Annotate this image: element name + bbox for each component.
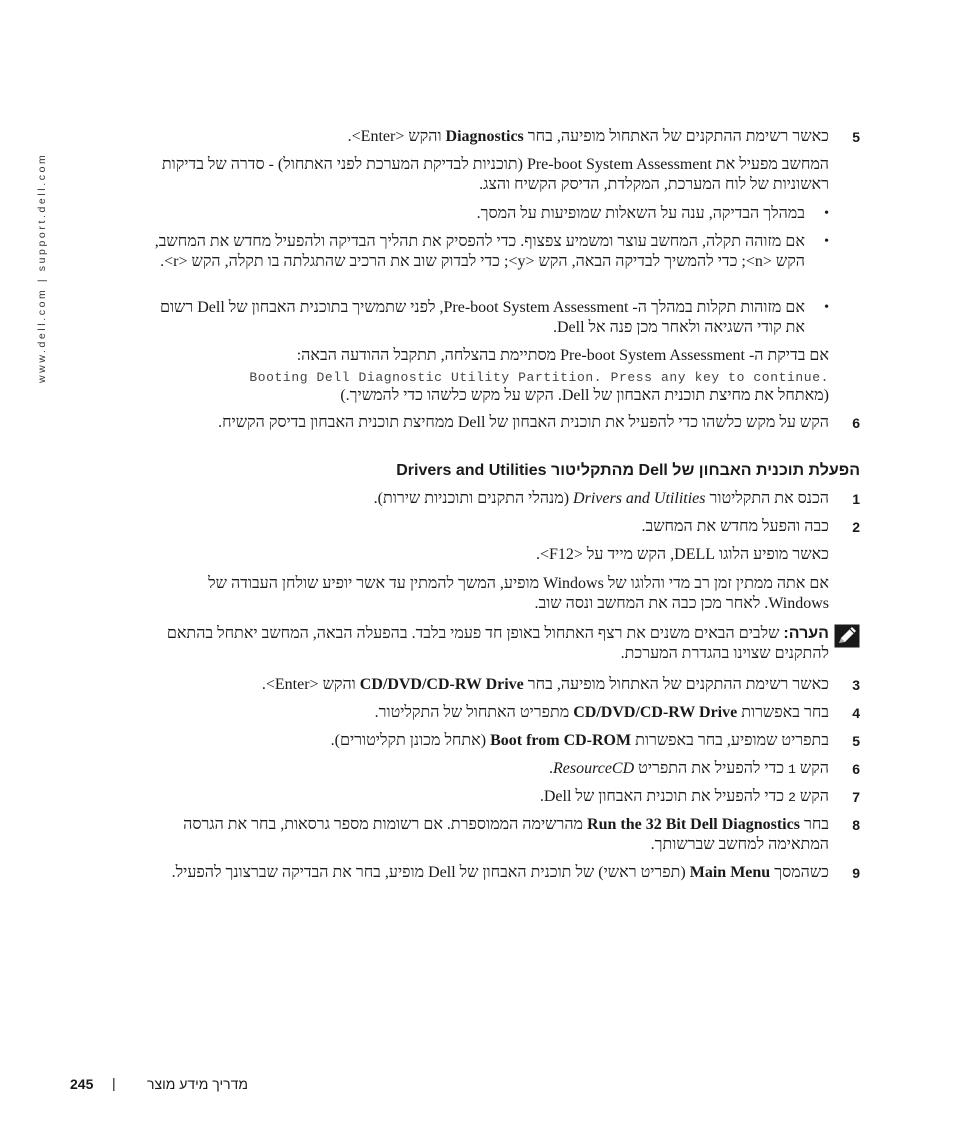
cd-step-6 (150, 759, 860, 780)
step-text: בחר (799, 816, 829, 833)
page-footer (70, 1076, 250, 1098)
step-number: 7 (852, 789, 860, 805)
step-number: 6 (852, 415, 860, 431)
step-number: 8 (852, 817, 860, 833)
bullet-text: אם מזוהות תקלות במהלך ה- Pre-boot System Assessment, לפני שתמשיך בתוכנית האבחון של Dell רשום את קודי השגיאה ולאחר מכן פנה אל Dell. (159, 299, 805, 336)
key-label: 2 (788, 790, 796, 805)
translation-paragraph (150, 386, 860, 406)
step-text: הקש על מקש כלשהו כדי להפעיל את תוכנית האבחון של Dell ממחיצת תוכנית האבחון בדיסק הקשיח. (218, 414, 829, 431)
step-text: בתפריט שמופיע, בחר באפשרות (631, 732, 829, 749)
step-text: הכנס את התקליטור (705, 490, 829, 507)
step-text: . (548, 760, 553, 777)
paragraph-text: אם אתה ממתין זמן רב מדי והלוגו של Windows מופיע, המשך להמתין עד אשר יופיע שולחן העבודה של Windows. לאחר מכן כבה את המחשב ונסה שוב. (208, 575, 829, 612)
step-text: מתפריט האתחול של התקליטור. (374, 704, 574, 721)
note-text: שלבים הבאים משנים את רצף האתחול באופן חד פעמי בלבד. בהפעלה הבאה, המחשב יאתחל בהתאם להתקנים שצוינו בהגדרת המערכת. (166, 625, 829, 662)
step-bold: Run the 32 Bit Dell Diagnostics (587, 816, 800, 833)
monospace-message: Booting Dell Diagnostic Utility Partition. Press any key to continue. (249, 370, 829, 385)
step-number: 2 (852, 519, 860, 535)
bullet-item (150, 232, 860, 272)
step-italic: Drivers and Utilities (573, 490, 706, 507)
step-bold: CD/DVD/CD-RW Drive (573, 704, 738, 721)
section-heading (150, 461, 860, 481)
pencil-note-icon (834, 624, 860, 648)
cd-step-9 (150, 863, 860, 883)
step-number: 3 (852, 677, 860, 693)
step-text: בחר באפשרות (737, 704, 829, 721)
cd-step-8 (150, 815, 860, 855)
step-text: (אתחל מכונן תקליטורים). (330, 732, 491, 749)
note-block (150, 624, 860, 664)
step-italic: ResourceCD (552, 760, 635, 777)
step-text: כבה והפעל מחדש את המחשב. (641, 518, 829, 535)
cd-step-3 (150, 675, 860, 695)
paragraph-text: כאשר מופיע הלוגו DELL, הקש מייד על <F12>. (535, 546, 829, 563)
bullet: • (824, 300, 829, 315)
page-number: 245 (70, 1076, 94, 1092)
step-text: כשהמסך (770, 864, 829, 881)
bullet: • (824, 206, 829, 221)
cd-step-1 (150, 489, 860, 509)
step-text: (תפריט ראשי) של תוכנית האבחון של Dell מופיע, בחר את הבדיקה שברצונך להפעיל. (171, 864, 690, 881)
footer-doc-title: מדריך מידע מוצר (147, 1076, 248, 1092)
success-paragraph (150, 346, 860, 366)
step-number: 5 (852, 129, 860, 145)
cd-step-4 (150, 703, 860, 723)
bullet-item (150, 204, 860, 224)
bullet-text: במהלך הבדיקה, ענה על השאלות שמופיעות על המסך. (476, 205, 805, 222)
cd-step-7 (150, 787, 860, 808)
step-text: מהרשימה הממוספרת. אם רשומות מספר גרסאות, בחר את הגרסה המתאימה למחשב שברשותך. (183, 816, 829, 853)
step-text: כאשר רשימת ההתקנים של האתחול מופיעה, בחר (523, 676, 829, 693)
bullet-text: אם מזוהה תקלה, המחשב עוצר ומשמיע צפצוף. כדי להפסיק את תהליך הבדיקה ולהפעיל מחדש את המחשב, הקש <n>; כדי להמשיך לבדיקה הבאה, הקש <y>; כדי לבדוק שוב את הרכיב שהתגלתה בו תקלה, הקש <r>. (154, 233, 805, 270)
f12-paragraph (150, 545, 860, 565)
bullet-item (150, 298, 860, 338)
step-text: (מנהלי התקנים ותוכניות שירות). (373, 490, 574, 507)
step-number: 6 (852, 761, 860, 777)
step-number: 4 (852, 705, 860, 721)
step-text: כאשר רשימת ההתקנים של האתחול מופיעה, בחר (523, 128, 829, 145)
step-bold: Main Menu (689, 864, 771, 881)
cd-step-5 (150, 731, 860, 751)
step-6-press-key (150, 413, 860, 433)
step-text: והקש <Enter>. (347, 128, 446, 145)
step-text: הקש (795, 760, 829, 777)
preboot-paragraph (150, 155, 860, 195)
step-text: הקש (795, 788, 829, 805)
bullet: • (824, 234, 829, 249)
step-5-boot-diagnostics (150, 127, 860, 147)
heading-text: הפעלת תוכנית האבחון של Dell מהתקליטור Drivers and Utilities (396, 462, 860, 479)
step-text: כדי להפעיל את תוכנית האבחון של Dell. (539, 788, 789, 805)
windows-paragraph (150, 574, 860, 614)
step-bold: CD/DVD/CD-RW Drive (359, 676, 524, 693)
step-bold: Diagnostics (445, 128, 524, 145)
step-text: והקש <Enter>. (261, 676, 360, 693)
key-label: 1 (788, 762, 796, 777)
step-number: 9 (852, 865, 860, 881)
step-number: 1 (852, 491, 860, 507)
footer-separator: | (112, 1075, 116, 1091)
note-title: הערה: (783, 625, 829, 642)
step-bold: Boot from CD-ROM (490, 732, 632, 749)
side-url (34, 125, 54, 385)
side-url-text: www.dell.com | support.dell.com (36, 152, 48, 383)
paragraph-text: (מאתחל את מחיצת תוכנית האבחון של Dell. הקש על מקש כלשהו כדי להמשיך.) (340, 387, 829, 404)
paragraph-text: המחשב מפעיל את Pre-boot System Assessment (תוכניות לבדיקת המערכת לפני האתחול) - סדרה של בדיקות ראשוניות של לוח המערכת, המקלדת, הדיסק הקשיח והצג. (161, 156, 829, 193)
step-text: כדי להפעיל את התפריט (634, 760, 789, 777)
cd-step-2 (150, 517, 860, 537)
paragraph-text: אם בדיקת ה- Pre-boot System Assessment מסתיימת בהצלחה, תתקבל ההודעה הבאה: (296, 347, 829, 364)
boot-message (150, 368, 860, 388)
step-number: 5 (852, 733, 860, 749)
